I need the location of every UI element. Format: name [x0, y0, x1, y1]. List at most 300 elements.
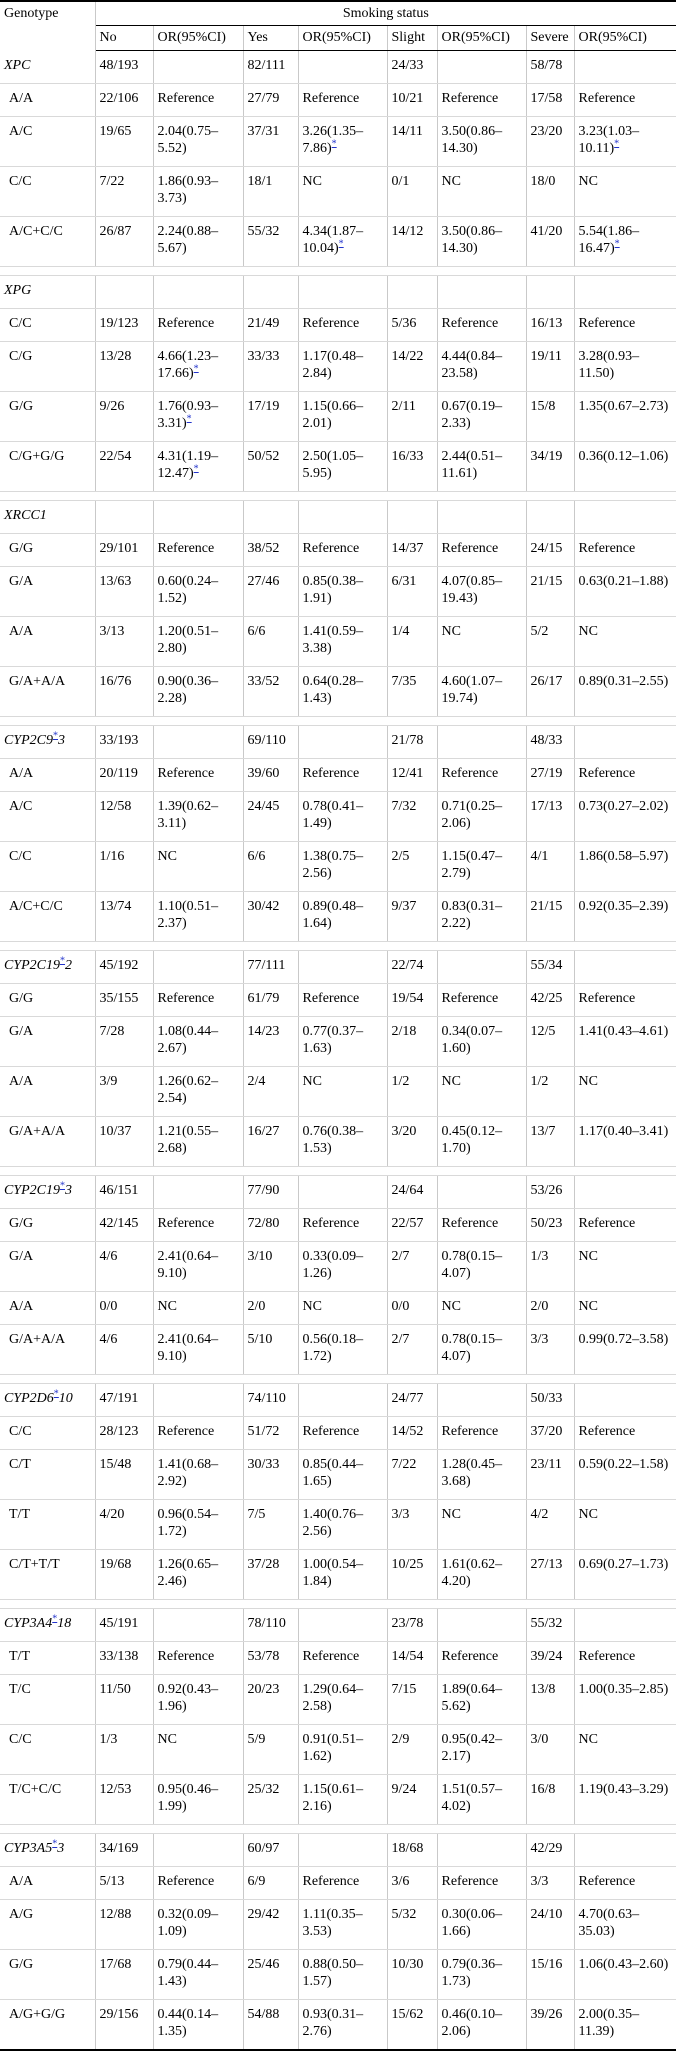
cell-value: 1.15(0.66–2.01): [302, 399, 364, 431]
cell-value: 19/65: [99, 124, 132, 139]
separator-cell: [0, 1167, 676, 1176]
count-cell: [387, 1417, 437, 1450]
odds-ratio-cell: [574, 667, 676, 717]
count-cell: [95, 1675, 153, 1725]
cell-value: 19/54: [391, 991, 424, 1006]
odds-ratio-cell: [153, 342, 243, 392]
gene-summary-cell: 42/29: [526, 1834, 574, 1867]
odds-ratio-cell: [437, 309, 526, 342]
cell-value: 1.86(0.58–5.97): [578, 849, 669, 864]
count-cell: [95, 1900, 153, 1950]
count-cell: [387, 892, 437, 942]
count-cell: [95, 1292, 153, 1325]
cell-value: 13/28: [99, 349, 132, 364]
cell-value: Reference: [302, 316, 360, 331]
cell-value: 10/21: [391, 91, 424, 106]
significance-footnote-link[interactable]: *: [338, 238, 344, 250]
table-row: [0, 217, 676, 267]
cell-value: 24/45: [247, 799, 280, 814]
gene-summary-cell: 47/191: [95, 1384, 153, 1417]
odds-ratio-cell: [153, 1417, 243, 1450]
genotype-cell: T/T: [0, 1642, 95, 1675]
cell-value: Reference: [302, 1424, 360, 1439]
odds-ratio-cell: [437, 892, 526, 942]
odds-ratio-cell: [574, 892, 676, 942]
count-cell: [526, 534, 574, 567]
count-cell: [95, 1950, 153, 2000]
cell-value: 3.26(1.35–7.86): [302, 124, 364, 156]
cell-value: 0.71(0.25–2.06): [441, 799, 503, 831]
cell-value: 4.31(1.19–12.47): [157, 449, 219, 481]
odds-ratio-cell: [437, 1417, 526, 1450]
gene-summary-cell: [298, 951, 387, 984]
cell-value: 1/3: [99, 1732, 118, 1747]
count-cell: [526, 167, 574, 217]
table-row: [0, 117, 676, 167]
count-cell: [95, 1867, 153, 1900]
gene-summary-cell: [298, 501, 387, 534]
odds-ratio-cell: [574, 792, 676, 842]
cell-value: 1.17(0.48–2.84): [302, 349, 364, 381]
count-cell: [243, 1242, 298, 1292]
odds-ratio-cell: [298, 1242, 387, 1292]
odds-ratio-cell: [153, 1675, 243, 1725]
cell-value: Reference: [441, 766, 499, 781]
cell-value: 53/78: [247, 1649, 280, 1664]
count-cell: [95, 167, 153, 217]
cell-value: 3/9: [99, 1074, 118, 1089]
cell-value: 0.79(0.44–1.43): [157, 1957, 219, 1989]
cell-value: 26/87: [99, 224, 132, 239]
odds-ratio-cell: [574, 1500, 676, 1550]
table-row: [0, 392, 676, 442]
genotype-cell: A/C+C/C: [0, 217, 95, 267]
gene-summary-cell: [153, 1834, 243, 1867]
count-cell: [243, 1500, 298, 1550]
odds-ratio-cell: [153, 617, 243, 667]
odds-ratio-cell: [153, 1067, 243, 1117]
odds-ratio-cell: [153, 1117, 243, 1167]
odds-ratio-cell: [153, 1500, 243, 1550]
odds-ratio-cell: [153, 167, 243, 217]
count-cell: [526, 1242, 574, 1292]
genotype-cell: A/A: [0, 617, 95, 667]
significance-footnote-link[interactable]: *: [193, 463, 199, 475]
cell-value: 54/88: [247, 2007, 280, 2022]
significance-footnote-link[interactable]: *: [614, 238, 620, 250]
genotype-cell: A/C: [0, 117, 95, 167]
cell-value: 25/46: [247, 1957, 280, 1972]
count-cell: [243, 342, 298, 392]
gene-symbol: CYP2C19: [4, 958, 61, 973]
gene-symbol: CYP2C9: [4, 733, 54, 748]
separator-cell: [0, 1600, 676, 1609]
odds-ratio-cell: [298, 392, 387, 442]
odds-ratio-cell: [574, 1325, 676, 1375]
gene-symbol: XPC: [4, 57, 31, 73]
odds-ratio-cell: [298, 309, 387, 342]
count-cell: [526, 1900, 574, 1950]
gene-symbol: CYP2D6: [4, 1391, 54, 1406]
cell-value: 1/4: [391, 624, 410, 639]
cell-value: 0.95(0.42–2.17): [441, 1732, 503, 1764]
cell-value: 3/13: [99, 624, 125, 639]
odds-ratio-cell: [574, 1017, 676, 1067]
count-cell: [95, 392, 153, 442]
cell-value: 2.00(0.35–11.39): [578, 2007, 640, 2039]
group-separator: [0, 267, 676, 276]
table-row: [0, 617, 676, 667]
cell-value: 5/2: [530, 624, 549, 639]
cell-value: 35/155: [99, 991, 139, 1006]
genotype-cell: C/C: [0, 1725, 95, 1775]
odds-ratio-cell: [153, 1775, 243, 1825]
cell-value: 50/23: [530, 1216, 563, 1231]
count-cell: [95, 792, 153, 842]
gene-summary-cell: [574, 276, 676, 309]
cell-value: 1.86(0.93–3.73): [157, 174, 219, 206]
count-cell: [387, 1209, 437, 1242]
cell-value: 2.41(0.64–9.10): [157, 1249, 219, 1281]
gene-name: [0, 951, 95, 984]
group-separator: [0, 1600, 676, 1609]
significance-footnote-link[interactable]: *: [614, 138, 620, 150]
count-cell: [387, 1725, 437, 1775]
cell-value: 0.79(0.36–1.73): [441, 1957, 503, 1989]
cell-value: 6/6: [247, 849, 266, 864]
cell-value: 2.41(0.64–9.10): [157, 1332, 219, 1364]
count-cell: [95, 1550, 153, 1600]
gene-summary-cell: [153, 276, 243, 309]
count-cell: [95, 1642, 153, 1675]
gene-summary-cell: 48/193: [95, 51, 153, 84]
table-row: [0, 892, 676, 942]
cell-value: 0.32(0.09–1.09): [157, 1907, 219, 1939]
genotype-cell: C/C: [0, 842, 95, 892]
odds-ratio-cell: [574, 1550, 676, 1600]
allele-footnote-link[interactable]: *: [60, 955, 66, 967]
odds-ratio-cell: [298, 759, 387, 792]
count-cell: [387, 342, 437, 392]
cell-value: 1.38(0.75–2.56): [302, 849, 364, 881]
cell-value: Reference: [578, 1649, 636, 1664]
cell-value: 23/20: [530, 124, 563, 139]
count-cell: [95, 842, 153, 892]
gene-summary-cell: 55/32: [526, 1609, 574, 1642]
cell-value: NC: [578, 1732, 598, 1747]
odds-ratio-cell: [574, 1867, 676, 1900]
cell-value: 21/15: [530, 899, 563, 914]
odds-ratio-cell: [437, 167, 526, 217]
odds-ratio-cell: [298, 1292, 387, 1325]
gene-summary-cell: [574, 726, 676, 759]
cell-value: 4/2: [530, 1507, 549, 1522]
cell-value: 0.44(0.14–1.35): [157, 2007, 219, 2039]
count-cell: [95, 1067, 153, 1117]
odds-ratio-cell: [153, 842, 243, 892]
count-cell: [95, 1242, 153, 1292]
gene-name: [0, 51, 95, 84]
cell-value: 1/3: [530, 1249, 549, 1264]
gene-row: [0, 51, 676, 84]
cell-value: NC: [578, 1074, 598, 1089]
cell-value: Reference: [302, 766, 360, 781]
cell-value: 2/9: [391, 1732, 410, 1747]
allele-footnote-link[interactable]: *: [52, 1838, 58, 1850]
cell-value: 15/8: [530, 399, 556, 414]
odds-ratio-cell: [153, 759, 243, 792]
cell-value: 1.28(0.45–3.68): [441, 1457, 503, 1489]
count-cell: [243, 392, 298, 442]
cell-value: 3/6: [391, 1874, 410, 1889]
count-cell: [243, 1117, 298, 1167]
count-cell: [243, 842, 298, 892]
allele-footnote-link[interactable]: *: [53, 730, 59, 742]
cell-value: 0.78(0.41–1.49): [302, 799, 364, 831]
gene-summary-cell: [153, 51, 243, 84]
table-row: [0, 442, 676, 492]
cell-value: 1.26(0.65–2.46): [157, 1557, 219, 1589]
count-cell: [243, 84, 298, 117]
odds-ratio-cell: [153, 1950, 243, 2000]
count-cell: [95, 1209, 153, 1242]
odds-ratio-cell: [437, 1642, 526, 1675]
gene-summary-cell: [298, 51, 387, 84]
allele-footnote-link[interactable]: *: [60, 1180, 66, 1192]
gene-summary-cell: [153, 501, 243, 534]
cell-value: 0.77(0.37–1.63): [302, 1024, 364, 1056]
cell-value: 4.66(1.23–17.66): [157, 349, 219, 381]
cell-value: 0.30(0.06–1.66): [441, 1907, 503, 1939]
cell-value: 0.85(0.44–1.65): [302, 1457, 364, 1489]
cell-value: 0.73(0.27–2.02): [578, 799, 669, 814]
table-row: [0, 567, 676, 617]
count-cell: [387, 2000, 437, 2051]
count-cell: [526, 1642, 574, 1675]
odds-ratio-cell: [153, 309, 243, 342]
cell-value: 27/13: [530, 1557, 563, 1572]
cell-value: 1.06(0.43–2.60): [578, 1957, 669, 1972]
genotype-cell: G/G: [0, 534, 95, 567]
odds-ratio-cell: [574, 1950, 676, 2000]
count-cell: [243, 1900, 298, 1950]
cell-value: 0/1: [391, 174, 410, 189]
count-cell: [95, 217, 153, 267]
count-cell: [243, 1209, 298, 1242]
cell-value: 2.50(1.05–5.95): [302, 449, 364, 481]
cell-value: NC: [302, 174, 322, 189]
cell-value: 19/11: [530, 349, 562, 364]
genotype-cell: G/G: [0, 392, 95, 442]
odds-ratio-cell: [153, 392, 243, 442]
cell-value: Reference: [441, 1874, 499, 1889]
cell-value: 29/42: [247, 1907, 280, 1922]
count-cell: [387, 1017, 437, 1067]
col-yes-header: Yes: [243, 26, 298, 51]
count-cell: [243, 1950, 298, 2000]
table-row: [0, 1550, 676, 1600]
odds-ratio-cell: [574, 1067, 676, 1117]
odds-ratio-cell: [298, 342, 387, 392]
gene-summary-cell: [153, 1609, 243, 1642]
gene-summary-cell: [574, 1609, 676, 1642]
cell-value: Reference: [441, 316, 499, 331]
cell-value: 21/49: [247, 316, 280, 331]
cell-value: 1.40(0.76–2.56): [302, 1507, 364, 1539]
genotype-cell: A/A: [0, 1292, 95, 1325]
genotype-cell: C/T: [0, 1450, 95, 1500]
cell-value: 1.20(0.51–2.80): [157, 624, 219, 656]
cell-value: 1.11(0.35–3.53): [302, 1907, 363, 1939]
cell-value: Reference: [578, 991, 636, 1006]
count-cell: [387, 392, 437, 442]
count-cell: [387, 167, 437, 217]
odds-ratio-cell: [298, 984, 387, 1017]
count-cell: [387, 309, 437, 342]
cell-value: 24/15: [530, 541, 563, 556]
cell-value: 19/68: [99, 1557, 132, 1572]
table-row: [0, 2000, 676, 2051]
count-cell: [526, 892, 574, 942]
odds-ratio-cell: [298, 1675, 387, 1725]
count-cell: [526, 1292, 574, 1325]
odds-ratio-cell: [153, 1550, 243, 1600]
odds-ratio-cell: [437, 792, 526, 842]
cell-value: 7/22: [391, 1457, 417, 1472]
cell-value: 9/24: [391, 1782, 417, 1797]
cell-value: 0.67(0.19–2.33): [441, 399, 503, 431]
odds-ratio-cell: [437, 392, 526, 442]
count-cell: [95, 1725, 153, 1775]
cell-value: 3.28(0.93–11.50): [578, 349, 640, 381]
odds-ratio-cell: [298, 1417, 387, 1450]
cell-value: 2.24(0.88–5.67): [157, 224, 219, 256]
group-separator: [0, 1167, 676, 1176]
allele-footnote-link[interactable]: *: [52, 1613, 58, 1625]
odds-ratio-cell: [574, 217, 676, 267]
gene-summary-cell: [387, 501, 437, 534]
table-row: [0, 1725, 676, 1775]
cell-value: 14/23: [247, 1024, 280, 1039]
gene-summary-cell: [298, 726, 387, 759]
odds-ratio-cell: [298, 567, 387, 617]
count-cell: [243, 1675, 298, 1725]
cell-value: 14/37: [391, 541, 424, 556]
significance-footnote-link[interactable]: *: [331, 138, 337, 150]
count-cell: [243, 1417, 298, 1450]
gene-summary-cell: 21/78: [387, 726, 437, 759]
count-cell: [95, 117, 153, 167]
count-cell: [95, 84, 153, 117]
cell-value: 15/48: [99, 1457, 132, 1472]
count-cell: [387, 567, 437, 617]
cell-value: 1.21(0.55–2.68): [157, 1124, 219, 1156]
cell-value: 2.44(0.51–11.61): [441, 449, 503, 481]
cell-value: 2/7: [391, 1249, 410, 1264]
odds-ratio-cell: [298, 534, 387, 567]
odds-ratio-cell: [437, 1017, 526, 1067]
odds-ratio-cell: [574, 1900, 676, 1950]
allele-number: 3: [57, 1841, 65, 1856]
gene-summary-cell: [437, 1384, 526, 1417]
count-cell: [526, 342, 574, 392]
odds-ratio-cell: [437, 1325, 526, 1375]
count-cell: [526, 442, 574, 492]
group-separator: [0, 717, 676, 726]
cell-value: 15/16: [530, 1957, 563, 1972]
table-row: [0, 1242, 676, 1292]
cell-value: 14/12: [391, 224, 424, 239]
odds-ratio-cell: [574, 1775, 676, 1825]
odds-ratio-cell: [298, 1500, 387, 1550]
count-cell: [243, 1725, 298, 1775]
odds-ratio-cell: [298, 617, 387, 667]
cell-value: NC: [578, 1249, 598, 1264]
cell-value: 7/28: [99, 1024, 125, 1039]
count-cell: [387, 1550, 437, 1600]
count-cell: [526, 309, 574, 342]
significance-footnote-link[interactable]: *: [193, 363, 199, 375]
cell-value: NC: [157, 849, 177, 864]
cell-value: 28/123: [99, 1424, 139, 1439]
cell-value: 3.50(0.86–14.30): [441, 224, 503, 256]
gene-summary-cell: 22/74: [387, 951, 437, 984]
cell-value: 37/20: [530, 1424, 563, 1439]
gene-summary-cell: [387, 276, 437, 309]
cell-value: 7/22: [99, 174, 125, 189]
cell-value: 16/27: [247, 1124, 280, 1139]
cell-value: 3/3: [530, 1874, 549, 1889]
odds-ratio-cell: [437, 1067, 526, 1117]
group-separator: [0, 492, 676, 501]
count-cell: [526, 217, 574, 267]
table-row: [0, 1950, 676, 2000]
gene-summary-cell: [298, 1384, 387, 1417]
gene-name: [0, 276, 95, 309]
cell-value: 22/57: [391, 1216, 424, 1231]
odds-ratio-cell: [574, 1209, 676, 1242]
cell-value: 17/19: [247, 399, 280, 414]
count-cell: [243, 1775, 298, 1825]
count-cell: [387, 1117, 437, 1167]
gene-summary-cell: 33/193: [95, 726, 153, 759]
count-cell: [95, 1325, 153, 1375]
significance-footnote-link[interactable]: *: [186, 413, 192, 425]
genotype-cell: A/A: [0, 1067, 95, 1117]
cell-value: Reference: [157, 316, 215, 331]
gene-summary-cell: 74/110: [243, 1384, 298, 1417]
odds-ratio-cell: [574, 167, 676, 217]
count-cell: [95, 1450, 153, 1500]
count-cell: [526, 792, 574, 842]
table-row: [0, 534, 676, 567]
odds-ratio-cell: [437, 2000, 526, 2051]
cell-value: 1.17(0.40–3.41): [578, 1124, 669, 1139]
allele-footnote-link[interactable]: *: [53, 1388, 59, 1400]
genotype-cell: A/G+G/G: [0, 2000, 95, 2051]
count-cell: [526, 1500, 574, 1550]
cell-value: Reference: [441, 91, 499, 106]
cell-value: Reference: [157, 1649, 215, 1664]
cell-value: Reference: [302, 541, 360, 556]
cell-value: 1/16: [99, 849, 125, 864]
genotype-cell: T/T: [0, 1500, 95, 1550]
count-cell: [387, 792, 437, 842]
gene-summary-cell: 77/111: [243, 951, 298, 984]
odds-ratio-cell: [153, 1642, 243, 1675]
genotype-cell: T/C: [0, 1675, 95, 1725]
odds-ratio-cell: [298, 117, 387, 167]
